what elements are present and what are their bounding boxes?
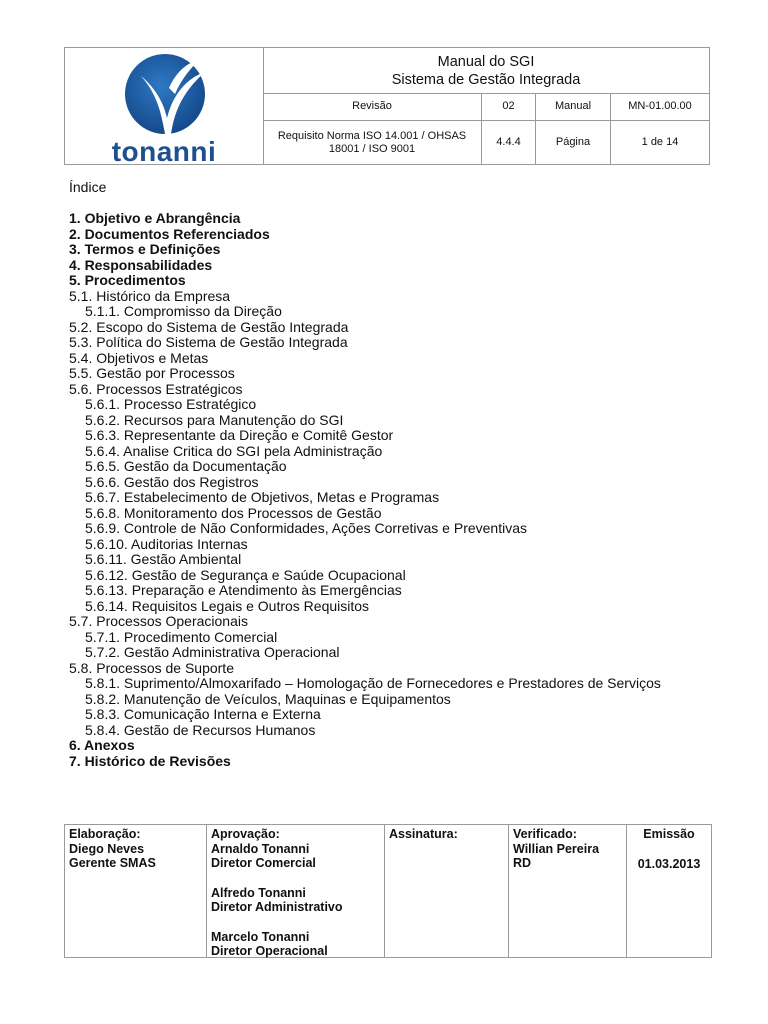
assinatura-label: Assinatura: [389, 827, 458, 841]
elaboracao-cell [65, 825, 207, 957]
index-item: 5.4. Objetivos e Metas [69, 349, 209, 366]
elaboracao-label: Elaboração: [69, 827, 141, 841]
index-item: 5.6.11. Gestão Ambiental [85, 551, 242, 567]
index-item: 5.6.5. Gestão da Documentação [85, 458, 287, 474]
verificado-cell [509, 825, 627, 957]
header-row-requisito [263, 121, 709, 164]
aprovacao-cell [207, 825, 385, 957]
index-item: 2. Documentos Referenciados [69, 225, 270, 242]
index-item: 5.1. Histórico da Empresa [69, 287, 231, 304]
index-item: 5.6.2. Recursos para Manutenção do SGI [85, 411, 344, 428]
index-item: 5.6.8. Monitoramento dos Processos de Gestão [85, 504, 382, 521]
index-item: 5.1.1. Compromisso da Direção [85, 303, 282, 319]
aprov2-name: Alfredo Tonanni [211, 885, 306, 900]
index-list [69, 211, 729, 769]
doc-title: Manual do SGI [437, 54, 535, 70]
verificado-role: RD [513, 856, 532, 870]
verificado-label: Verificado: [513, 827, 577, 841]
index-item: 5.6.9. Controle de Não Conformidades, Ações Corretivas e Preventivas [85, 520, 528, 536]
index-item: 5.8.4. Gestão de Recursos Humanos [85, 721, 316, 738]
index-item: 5.8.1. Suprimento/Almoxarifado – Homologação de Fornecedores e Prestadores de Serviços [85, 675, 661, 691]
aprov3-role: Diretor Operacional [211, 944, 328, 958]
elaboracao-name: Diego Neves [69, 841, 145, 856]
elaboracao-role: Gerente SMAS [69, 856, 156, 870]
revisao-label: Revisão [263, 93, 482, 120]
doc-subtitle: Sistema de Gestão Integrada [391, 72, 581, 88]
verificado-name: Willian Pereira [513, 841, 600, 856]
requisito-value: 4.4.4 [482, 121, 536, 164]
requisito-line1: Requisito Norma ISO 14.001 / OHSAS [277, 129, 467, 142]
title-cell [263, 48, 709, 94]
emissao-label: Emissão [643, 827, 695, 841]
requisito-label [263, 121, 482, 164]
index-item: 5. Procedimentos [69, 272, 186, 288]
logo-cell [65, 48, 264, 164]
index-item: 5.6.3. Representante da Direção e Comitê Gestor [85, 427, 394, 443]
logo-text: tonanni [111, 136, 217, 164]
index-item: 5.6.4. Analise Critica do SGI pela Administração [85, 442, 383, 459]
aprov1-role: Diretor Comercial [211, 856, 316, 870]
aprov2-role: Diretor Administrativo [211, 900, 343, 914]
index-item: 5.6.12. Gestão de Segurança e Saúde Ocupacional [85, 566, 406, 583]
index-item: 7. Histórico de Revisões [69, 752, 231, 769]
emissao-cell [627, 825, 711, 957]
index-item: 5.2. Escopo do Sistema de Gestão Integrada [69, 318, 349, 335]
table-of-contents [69, 179, 729, 769]
document-header [64, 47, 710, 165]
requisito-line2: 18001 / ISO 9001 [328, 142, 416, 155]
revisao-value: 02 [482, 93, 536, 120]
index-item: 5.6.6. Gestão dos Registros [85, 473, 259, 490]
index-item: 1. Objetivo e Abrangência [69, 210, 241, 226]
assinatura-cell [385, 825, 509, 957]
index-item: 5.3. Política do Sistema de Gestão Integrada [69, 334, 348, 350]
index-item: 5.6.10. Auditorias Internas [85, 535, 248, 552]
manual-label: Manual [536, 93, 611, 120]
tonanni-logo [65, 48, 263, 164]
pagina-value: 1 de 14 [641, 136, 679, 148]
index-item: 5.8. Processos de Suporte [69, 659, 234, 676]
index-item: 3. Termos e Definições [69, 241, 221, 257]
index-item: 5.8.3. Comunicação Interna e Externa [85, 706, 321, 722]
index-item: 5.6. Processos Estratégicos [69, 380, 243, 397]
index-item: 5.7.2. Gestão Administrativa Operacional [85, 644, 340, 660]
index-item: 5.6.13. Preparação e Atendimento às Emergências [85, 582, 402, 598]
approval-table [64, 824, 712, 958]
index-item: 4. Responsabilidades [69, 256, 213, 273]
manual-value: MN-01.00.00 [628, 100, 692, 112]
index-item: 5.8.2. Manutenção de Veículos, Maquinas e Equipamentos [85, 690, 451, 707]
index-item: 5.5. Gestão por Processos [69, 365, 235, 381]
index-item: 5.6.14. Requisitos Legais e Outros Requisitos [85, 597, 370, 614]
aprov3-name: Marcelo Tonanni [211, 929, 310, 944]
index-item: 5.6.1. Processo Estratégico [85, 396, 257, 412]
emissao-date: 01.03.2013 [637, 856, 701, 871]
index-item: 5.7. Processos Operacionais [69, 613, 248, 629]
header-row-revisao [263, 93, 709, 121]
index-heading: Índice [69, 179, 107, 195]
aprov1-name: Arnaldo Tonanni [211, 841, 310, 856]
index-item: 6. Anexos [69, 737, 135, 753]
aprovacao-label: Aprovação: [211, 827, 280, 841]
pagina-label: Página [536, 121, 611, 164]
index-item: 5.6.7. Estabelecimento de Objetivos, Metas e Programas [85, 489, 440, 505]
index-item: 5.7.1. Procedimento Comercial [85, 628, 278, 645]
